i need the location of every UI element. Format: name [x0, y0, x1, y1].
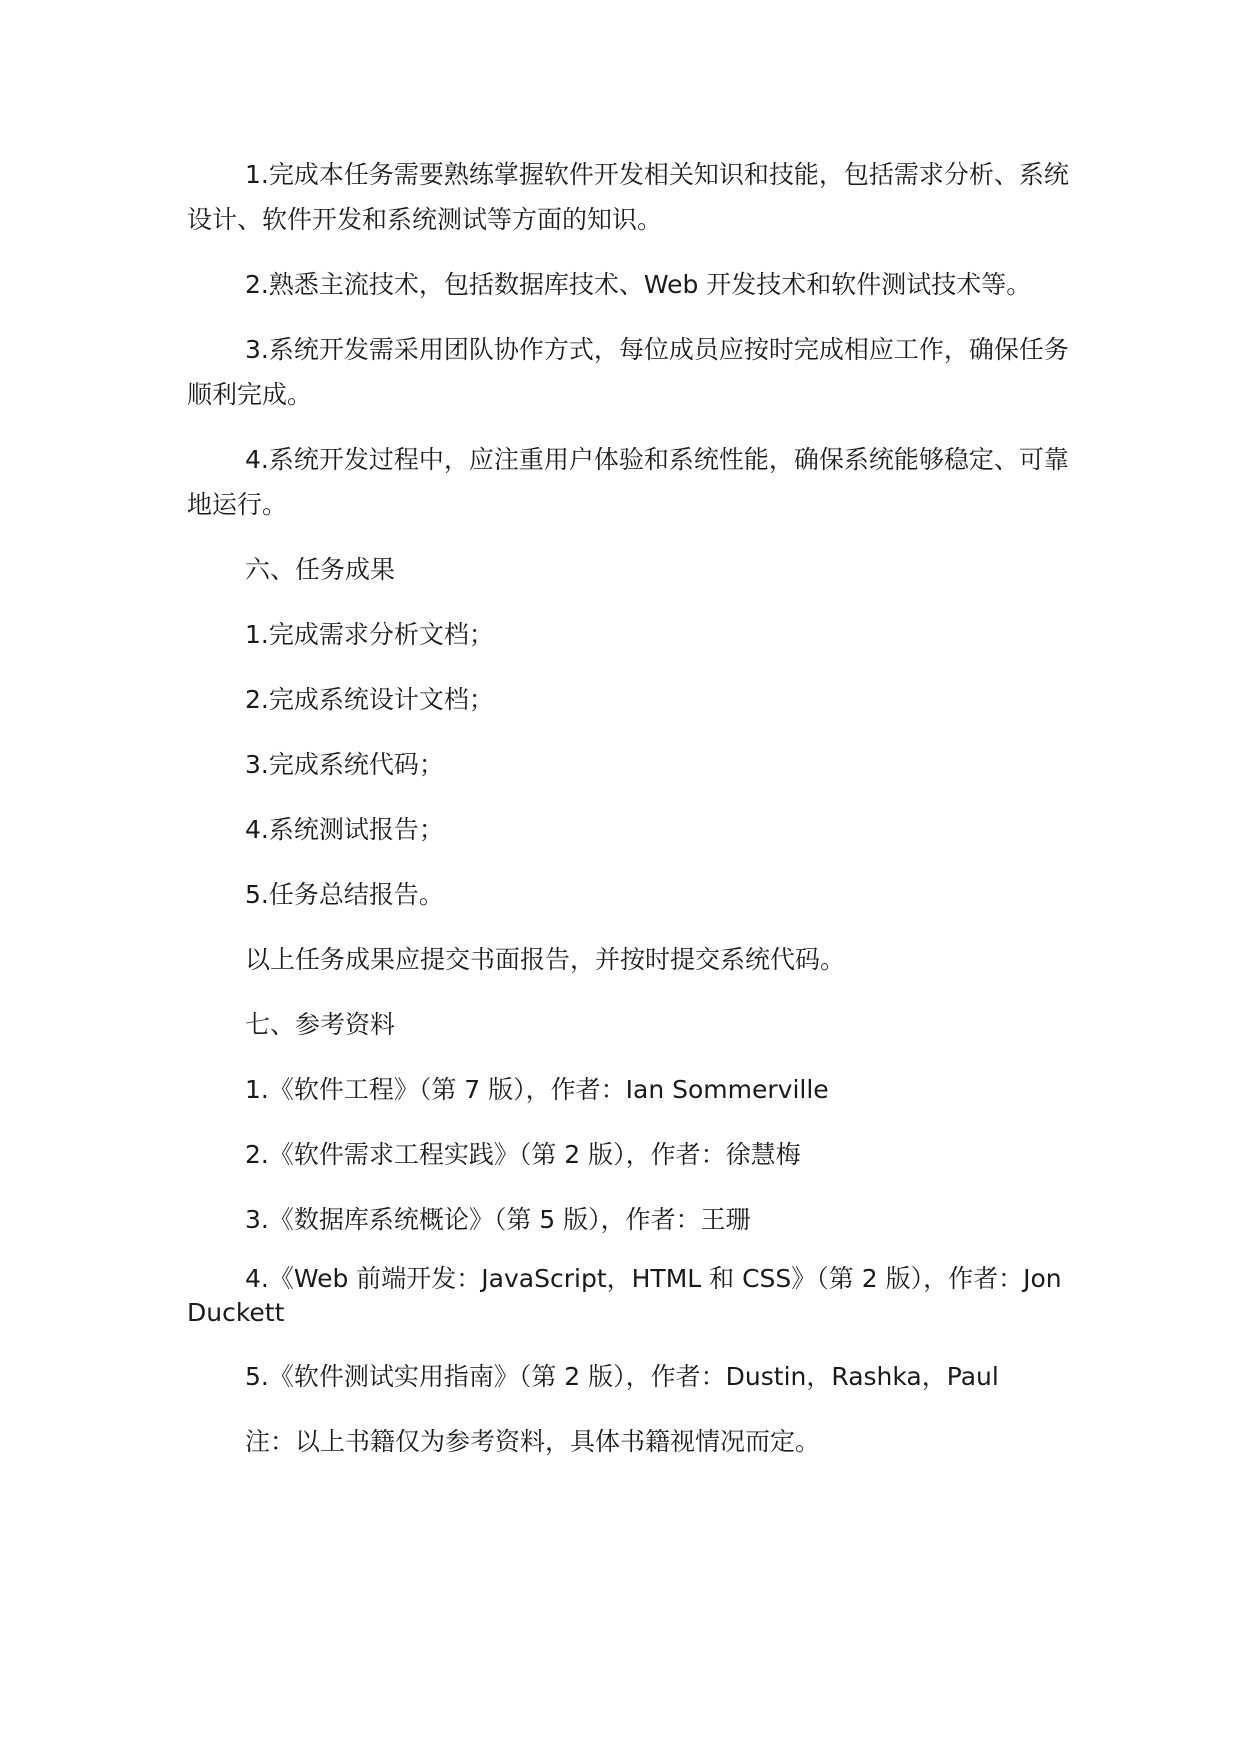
reference-item-3: 3.《数据库系统概论》（第 5 版），作者：王珊 — [245, 1205, 751, 1234]
paragraph-requirement-1: 1.完成本任务需要熟练掌握软件开发相关知识和技能，包括需求分析、系统设计、软件开发和系统测试等方面的知识。 — [187, 160, 1069, 234]
paragraph-requirement-4: 4.系统开发过程中，应注重用户体验和系统性能，确保系统能够稳定、可靠地运行。 — [187, 445, 1069, 519]
deliverable-item-4: 4.系统测试报告； — [245, 815, 444, 844]
section-heading-deliverables: 六、任务成果 — [245, 555, 396, 584]
reference-item-5: 5.《软件测试实用指南》（第 2 版），作者：Dustin，Rashka，Paul — [245, 1362, 999, 1391]
reference-item-2: 2.《软件需求工程实践》（第 2 版），作者：徐慧梅 — [245, 1140, 801, 1169]
paragraph-requirement-3: 3.系统开发需采用团队协作方式，每位成员应按时完成相应工作，确保任务顺利完成。 — [187, 335, 1069, 409]
deliverable-item-5: 5.任务总结报告。 — [245, 880, 444, 909]
deliverable-note: 以上任务成果应提交书面报告，并按时提交系统代码。 — [245, 945, 846, 974]
deliverable-item-2: 2.完成系统设计文档； — [245, 685, 494, 714]
deliverable-item-1: 1.完成需求分析文档； — [245, 620, 494, 649]
section-heading-references: 七、参考资料 — [245, 1010, 396, 1039]
document-body — [187, 152, 1082, 1484]
paragraph-requirement-2: 2.熟悉主流技术，包括数据库技术、Web 开发技术和软件测试技术等。 — [245, 270, 1032, 299]
reference-item-4: 4.《Web 前端开发：JavaScript，HTML 和 CSS》（第 2 版），作者：Jon Duckett — [187, 1264, 1062, 1327]
reference-item-1: 1.《软件工程》（第 7 版），作者：Ian Sommerville — [245, 1075, 829, 1104]
deliverable-item-3: 3.完成系统代码； — [245, 750, 444, 779]
reference-note: 注：以上书籍仅为参考资料，具体书籍视情况而定。 — [245, 1427, 821, 1456]
